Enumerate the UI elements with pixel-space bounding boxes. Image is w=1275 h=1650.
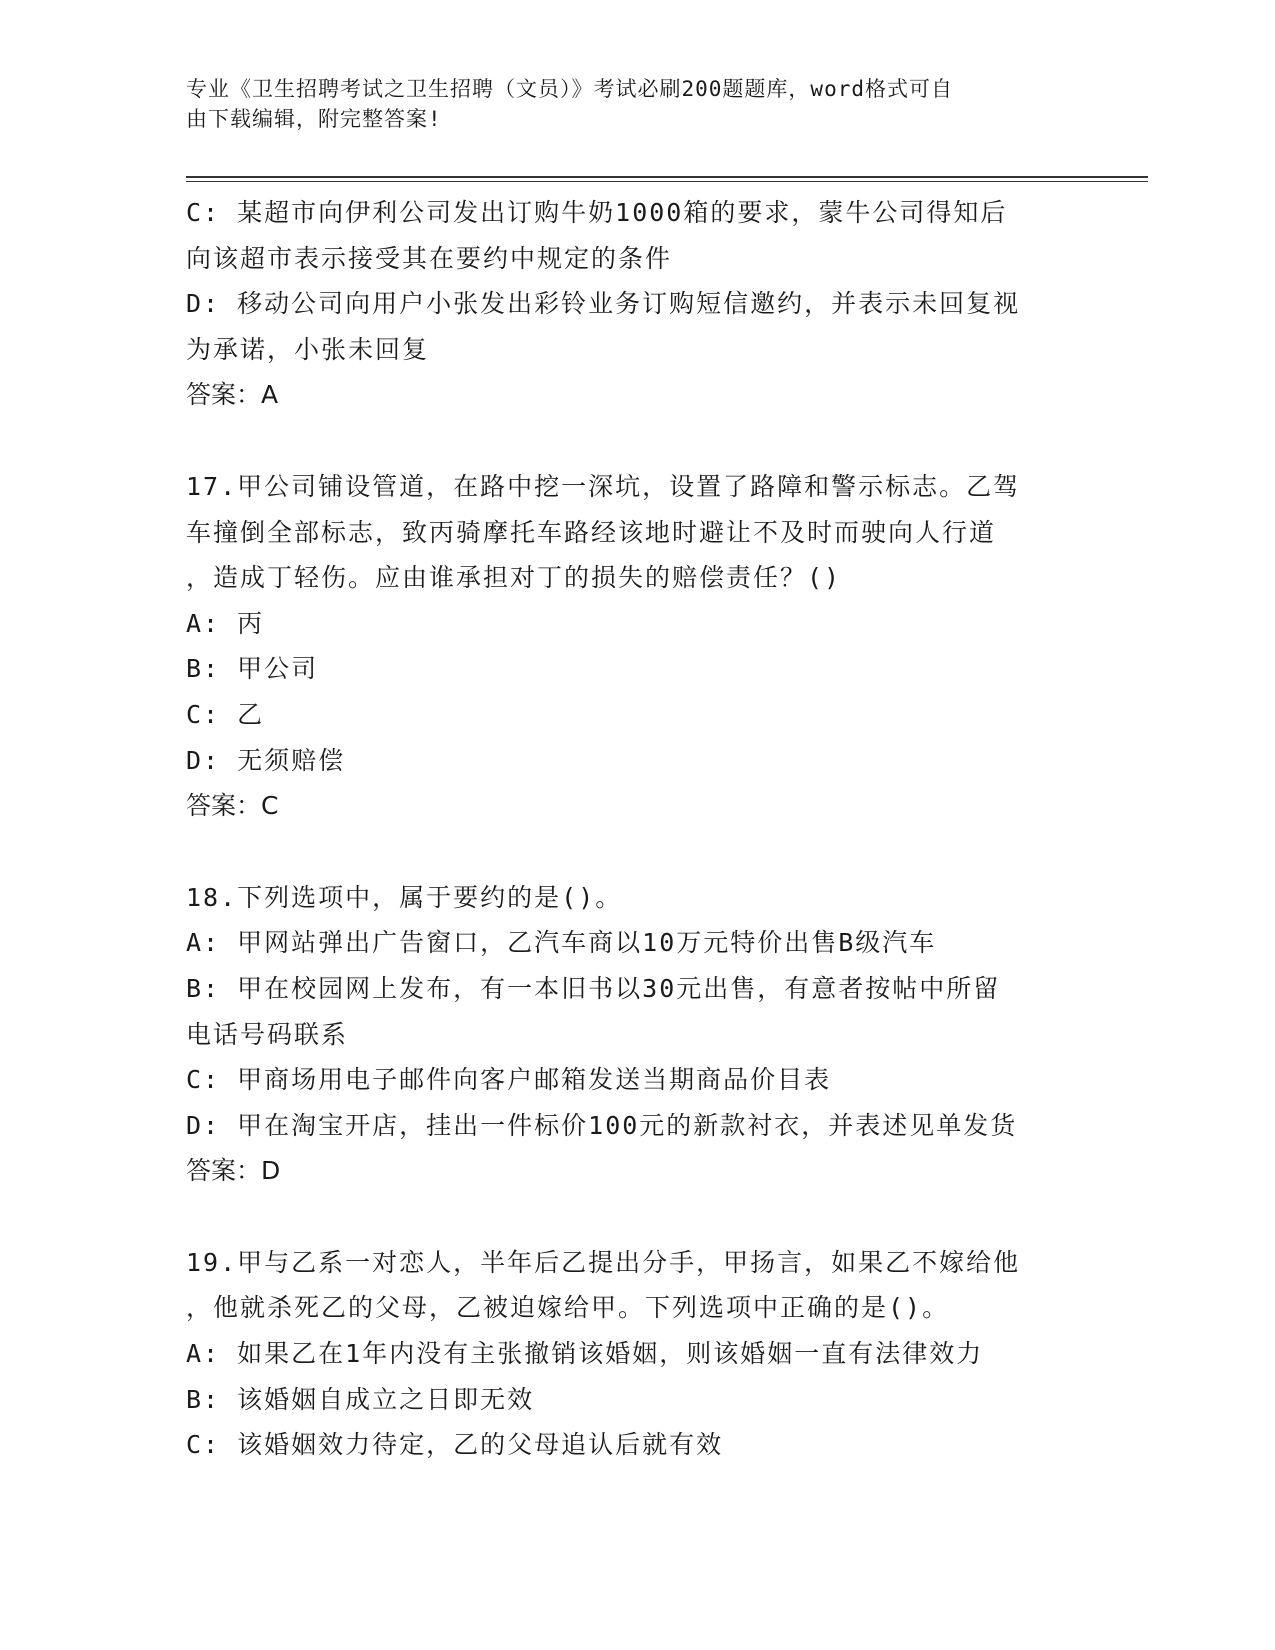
- header-rule-thick: [186, 176, 1148, 178]
- option-b: B: 该婚姻自成立之日即无效: [186, 1384, 535, 1414]
- page-header: [186, 74, 1066, 134]
- answer-line: 答案：D: [186, 1156, 281, 1186]
- option-c-continued: 向该超市表示接受其在要约中规定的条件: [186, 243, 673, 273]
- answer-line: 答案：C: [186, 791, 279, 821]
- question-stem: 18.下列选项中，属于要约的是()。: [186, 882, 623, 912]
- question-16-tail: [186, 190, 1086, 418]
- option-b: B: 甲在校园网上发布，有一本旧书以30元出售，有意者按帖中所留: [186, 973, 1001, 1003]
- spacer: [186, 418, 1086, 464]
- option-b: B: 甲公司: [186, 654, 319, 684]
- answer-line: 答案：A: [186, 380, 279, 410]
- option-b-continued: 电话号码联系: [186, 1019, 349, 1049]
- option-c: C: 某超市向伊利公司发出订购牛奶1000箱的要求，蒙牛公司得知后: [186, 198, 1008, 227]
- question-stem-continued: ，他就杀死乙的父母，乙被迫嫁给甲。下列选项中正确的是()。: [186, 1293, 950, 1323]
- option-d-continued: 为承诺，小张未回复: [186, 334, 430, 364]
- option-a: A: 丙: [186, 608, 265, 638]
- spacer: [186, 1194, 1086, 1240]
- question-stem-continued: 车撞倒全部标志，致丙骑摩托车路经该地时避让不及时而驶向人行道: [186, 517, 997, 547]
- option-c: C: 甲商场用电子邮件向客户邮箱发送当期商品价目表: [186, 1065, 832, 1095]
- question-18: [186, 875, 1086, 1194]
- option-c: C: 乙: [186, 699, 265, 729]
- header-title-line-2: 由下载编辑，附完整答案!: [186, 107, 442, 131]
- header-rule-thin: [186, 181, 1148, 182]
- document-body: [186, 190, 1086, 1468]
- spacer: [186, 829, 1086, 875]
- question-stem: 19.甲与乙系一对恋人，半年后乙提出分手，甲扬言，如果乙不嫁给他: [186, 1247, 1021, 1277]
- option-d: D: 无须赔偿: [186, 745, 346, 775]
- question-19: [186, 1240, 1086, 1468]
- option-a: A: 如果乙在1年内没有主张撤销该婚姻，则该婚姻一直有法律效力: [186, 1339, 984, 1369]
- question-17: [186, 464, 1086, 829]
- option-a: A: 甲网站弹出广告窗口，乙汽车商以10万元特价出售B级汽车: [186, 928, 937, 958]
- option-d: D: 移动公司向用户小张发出彩铃业务订购短信邀约，并表示未回复视: [186, 289, 1021, 319]
- option-c: C: 该婚姻效力待定，乙的父母追认后就有效: [186, 1430, 724, 1460]
- header-title-line-1: 专业《卫生招聘考试之卫生招聘（文员）》考试必刷200题题库，word格式可自: [186, 77, 953, 101]
- question-stem: 17.甲公司铺设管道，在路中挖一深坑，设置了路障和警示标志。乙驾: [186, 471, 1021, 501]
- question-stem-continued: ，造成丁轻伤。应由谁承担对丁的损失的赔偿责任？(): [186, 563, 842, 593]
- option-d: D: 甲在淘宝开店，挂出一件标价100元的新款衬衣，并表述见单发货: [186, 1110, 1018, 1140]
